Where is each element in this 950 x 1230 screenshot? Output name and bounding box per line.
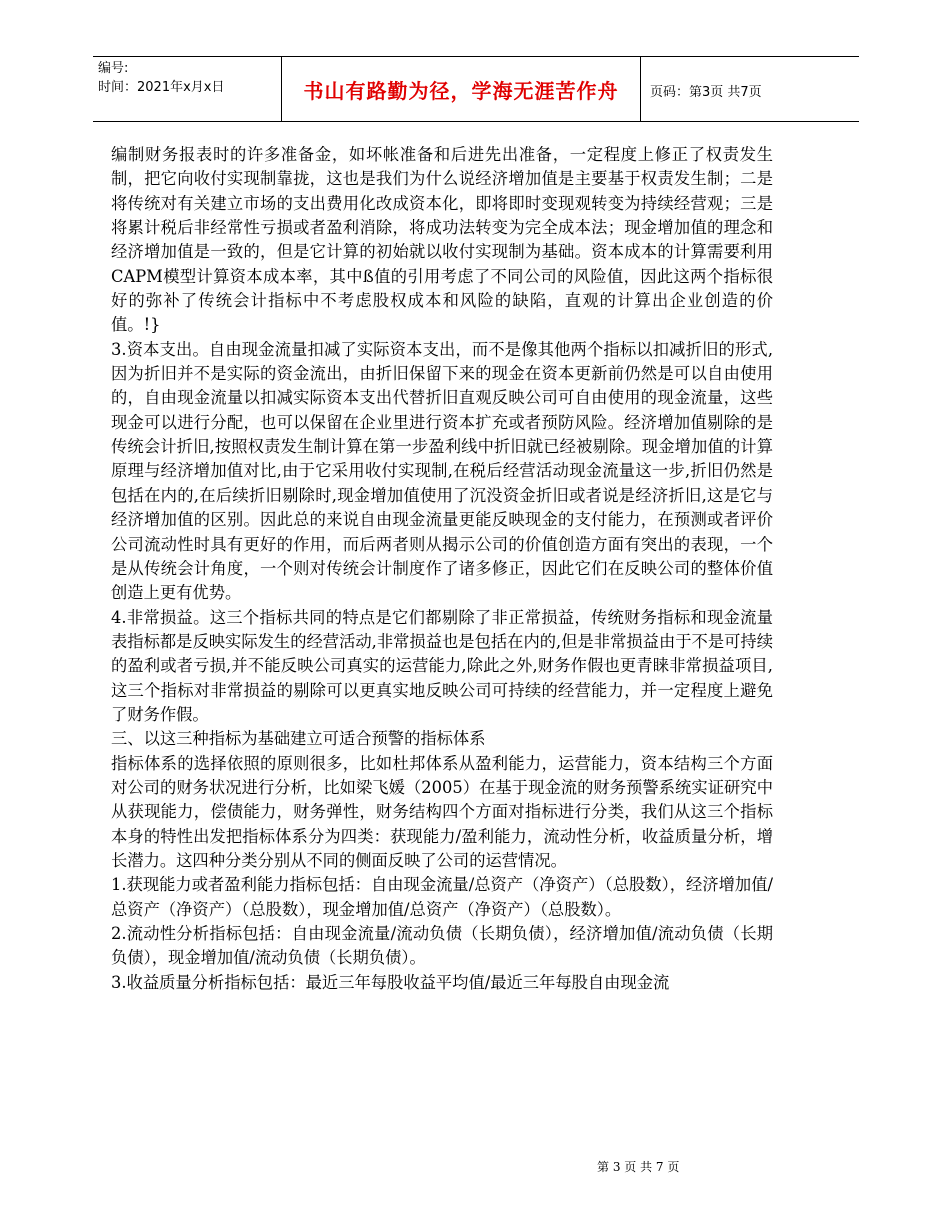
paragraph: 1.获现能力或者盈利能力指标包括：自由现金流量/总资产（净资产）（总股数），经济增加值/总资产（净资产）（总股数），现金增加值/总资产（净资产）（总股数）。 — [111, 875, 773, 919]
header-motto: 书山有路勤为径，学海无涯苦作舟 — [281, 57, 641, 121]
document-body — [111, 143, 773, 995]
paragraph: 4.非常损益。这三个指标共同的特点是它们都剔除了非正常损益，传统财务指标和现金流量表指标都是反映实际发生的经营活动,非常损益也是包括在内的,但是非常损益由于不是可持续的盈利或者亏损,并不能反映公司真实的运营能力,除此之外,财务作假也更青睐非常损益项目,这三个指标对非常损益的剔除可以更真实地反映公司可持续的经营能力，并一定程度上避免了财务作假。 — [111, 607, 773, 724]
section-heading: 三、以这三种指标为基础建立可适合预警的指标体系 — [111, 729, 486, 749]
paragraph: 指标体系的选择依照的原则很多，比如杜邦体系从盈利能力，运营能力，资本结构三个方面对公司的财务状况进行分析，比如梁飞媛（2005）在基于现金流的财务预警系统实证研究中从获现能力，偿债能力，财务弹性，财务结构四个方面对指标进行分类，我们从这三个指标本身的特性出发把指标体系分为四类：获现能力/盈利能力，流动性分析，收益质量分析，增长潜力。这四种分类分别从不同的侧面反映了公司的运营情况。 — [111, 753, 773, 870]
header-page-info: 页码：第3页 共7页 — [650, 85, 762, 100]
document-number-label: 编号: — [98, 61, 129, 76]
header-meta — [98, 59, 278, 97]
paragraph: 3.收益质量分析指标包括：最近三年每股收益平均值/最近三年每股自由现金流 — [111, 972, 670, 992]
paragraph: 编制财务报表时的许多准备金，如坏帐准备和后进先出准备，一定程度上修正了权责发生制，把它向收付实现制靠拢，这也是我们为什么说经济增加值是主要基于权责发生制；二是将传统对有关建立市场的支出费用化改成资本化，即将即时变现观转变为持续经营观；三是将累计税后非经常性亏损或者盈利消除，将成功法转变为完全成本法；现金增加值的理念和经济增加值是一致的，但是它计算的初始就以收付实现制为基础。资本成本的计算需要利用CAPM模型计算资本成本率，其中ß值的引用考虑了不同公司的风险值，因此这两个指标很好的弥补了传统会计指标中不考虑股权成本和风险的缺陷，直观的计算出企业创造的价值。!} — [111, 145, 773, 335]
document-time-label: 时间：2021年x月x日 — [98, 80, 225, 95]
page-header — [93, 56, 859, 122]
paragraph: 3.资本支出。自由现金流量扣减了实际资本支出，而不是像其他两个指标以扣减折旧的形式,因为折旧并不是实际的资金流出，由折旧保留下来的现金在资本更新前仍然是可以自由使用的，自由现金流量以扣减实际资本支出代替折旧直观反映公司可自由使用的现金流量，这些现金可以进行分配，也可以保留在企业里进行资本扩充或者预防风险。经济增加值剔除的是传统会计折旧,按照权责发生制计算在第一步盈利线中折旧就已经被剔除。现金增加值的计算原理与经济增加值对比,由于它采用收付实现制,在税后经营活动现金流量这一步,折旧仍然是包括在内的,在后续折旧剔除时,现金增加值使用了沉没资金折旧或者说是经济折旧,这是它与经济增加值的区别。因此总的来说自由现金流量更能反映现金的支付能力，在预测或者评价公司流动性时具有更好的作用，而后两者则从揭示公司的价值创造方面有突出的表现，一个是从传统会计角度，一个则对传统会计制度作了诸多修正，因此它们在反映公司的整体价值创造上更有优势。 — [111, 339, 773, 603]
paragraph: 2.流动性分析指标包括：自由现金流量/流动负债（长期负债），经济增加值/流动负债（长期负债），现金增加值/流动负债（长期负债）。 — [111, 924, 773, 968]
page-footer: 第 3 页 共 7 页 — [597, 1160, 680, 1174]
